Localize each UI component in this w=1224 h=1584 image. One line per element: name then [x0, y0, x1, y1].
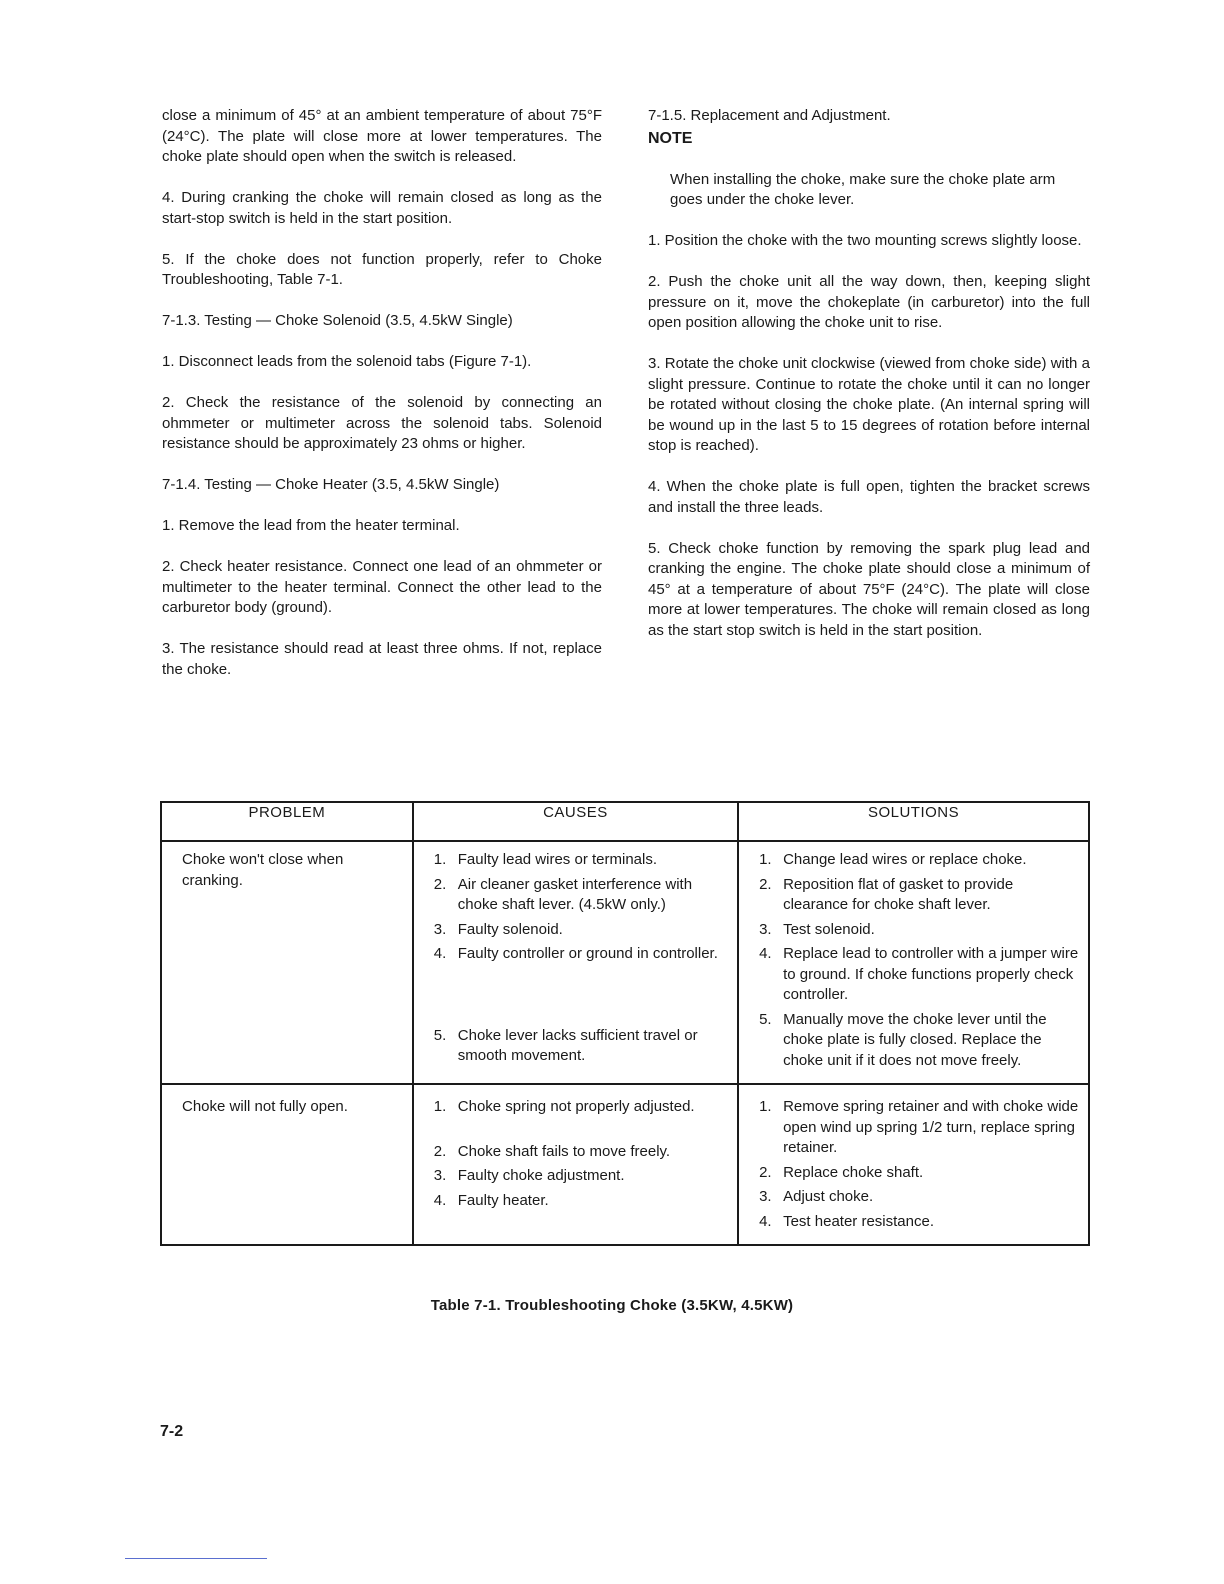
- list-item: [759, 1187, 1080, 1208]
- section-heading-7-1-5: 7-1.5. Replacement and Adjustment.: [648, 107, 891, 124]
- item-text: Remove spring retainer and with choke wide open wind up spring 1/2 turn, replace spring retainer.: [783, 1098, 1079, 1156]
- list-item: [759, 1163, 1080, 1184]
- step: 4. When the choke plate is full open, tighten the bracket screws and install the three leads.: [648, 478, 1090, 516]
- item-text: Test solenoid.: [783, 920, 875, 938]
- solutions-cell: [738, 1084, 1089, 1245]
- item-text: Faulty heater.: [457, 1191, 549, 1209]
- right-column: [648, 106, 1090, 662]
- list-item: [434, 1026, 729, 1067]
- list-item: [759, 1010, 1080, 1072]
- list-item: [434, 920, 729, 941]
- problem-text: Choke won't close when cranking.: [182, 851, 344, 889]
- header-causes: CAUSES: [413, 802, 738, 841]
- header-problem: PROBLEM: [161, 802, 413, 841]
- page-number: 7-2: [160, 1423, 184, 1440]
- paragraph: 1. Remove the lead from the heater terminal.: [162, 517, 460, 534]
- item-number: 4.: [433, 945, 447, 962]
- section-heading-7-1-3: 7-1.3. Testing — Choke Solenoid (3.5, 4.5kW Single): [162, 312, 513, 329]
- item-number: 4.: [759, 1212, 772, 1230]
- list-item: [434, 1166, 729, 1187]
- item-number: 2.: [433, 875, 447, 893]
- item-text: Faulty controller or ground in controller.: [457, 945, 718, 962]
- list-item: [434, 1191, 729, 1212]
- header-solutions: SOLUTIONS: [738, 802, 1089, 841]
- paragraph: 4. During cranking the choke will remain closed as long as the start-stop switch is held in the start position.: [162, 189, 602, 227]
- item-text: Reposition flat of gasket to provide clearance for choke shaft lever.: [783, 875, 1014, 913]
- item-number: 5.: [759, 1010, 772, 1028]
- footer-rule: [125, 1558, 267, 1559]
- paragraph: 2. Check the resistance of the solenoid by connecting an ohmmeter or multimeter across the solenoid tabs. Solenoid resistance should be approximately 23 ohms or higher.: [162, 394, 602, 452]
- item-number: 4.: [433, 1191, 447, 1209]
- item-text: Manually move the choke lever until the choke plate is fully closed. Replace the choke unit if it does not move freely.: [783, 1010, 1047, 1069]
- list-item: [434, 944, 729, 965]
- item-number: 2.: [433, 1142, 447, 1160]
- problem-cell: [161, 1084, 413, 1245]
- item-text: Faulty choke adjustment.: [457, 1167, 625, 1184]
- note-title: NOTE: [648, 129, 693, 147]
- item-number: 1.: [433, 1098, 447, 1115]
- item-text: Choke shaft fails to move freely.: [457, 1142, 671, 1160]
- item-number: 3.: [433, 1167, 447, 1184]
- item-number: 2.: [759, 875, 772, 893]
- paragraph: 1. Disconnect leads from the solenoid tabs (Figure 7-1).: [162, 353, 532, 370]
- item-number: 3.: [759, 1188, 772, 1205]
- problem-cell: [161, 841, 413, 1084]
- item-number: 1.: [433, 851, 447, 868]
- list-item: [759, 850, 1080, 871]
- list-item: [434, 1097, 729, 1118]
- item-text: Faulty lead wires or terminals.: [457, 851, 657, 868]
- step: 5. Check choke function by removing the spark plug lead and cranking the engine. The choke plate should close a minimum of 45° at a temperature of about 75°F (24°C). The plate will close more at lower temperatures. The choke will remain closed as long as the start stop switch is held in the start position.: [648, 539, 1090, 639]
- item-text: Faulty solenoid.: [457, 920, 563, 938]
- problem-text: Choke will not fully open.: [182, 1098, 348, 1115]
- item-number: 2.: [759, 1163, 772, 1181]
- table-caption: Table 7-1. Troubleshooting Choke (3.5KW, 4.5KW): [430, 1297, 794, 1314]
- item-number: 1.: [759, 1098, 772, 1115]
- item-text: Adjust choke.: [783, 1188, 874, 1205]
- item-text: Replace choke shaft.: [783, 1163, 924, 1181]
- paragraph: 3. The resistance should read at least three ohms. If not, replace the choke.: [162, 640, 602, 678]
- left-column: [162, 106, 602, 701]
- item-number: 1.: [759, 851, 772, 868]
- list-item: [759, 920, 1080, 941]
- troubleshooting-table: [160, 801, 1090, 1246]
- item-number: 4.: [759, 945, 772, 962]
- step: 2. Push the choke unit all the way down, then, keeping slight pressure on it, move the chokeplate (in carburetor) into the full open position allowing the choke unit to rise.: [648, 273, 1090, 331]
- list-item: [434, 850, 729, 871]
- list-item: [434, 1142, 729, 1163]
- item-text: Change lead wires or replace choke.: [783, 851, 1027, 868]
- item-text: Test heater resistance.: [783, 1212, 935, 1230]
- item-number: 3.: [433, 920, 447, 938]
- table-row: [161, 841, 1089, 1084]
- list-item: [759, 1097, 1080, 1159]
- list-item: [759, 875, 1080, 916]
- table-header-row: [161, 802, 1089, 841]
- note-text: When installing the choke, make sure the choke plate arm goes under the choke lever.: [670, 170, 1056, 208]
- paragraph: 5. If the choke does not function properly, refer to Choke Troubleshooting, Table 7-1.: [162, 250, 602, 288]
- item-text: Choke lever lacks sufficient travel or smooth movement.: [457, 1026, 698, 1064]
- causes-cell: [413, 841, 738, 1084]
- section-heading-7-1-4: 7-1.4. Testing — Choke Heater (3.5, 4.5kW Single): [162, 476, 500, 493]
- step: 3. Rotate the choke unit clockwise (viewed from choke side) with a slight pressure. Continue to rotate the choke until it can no longer be rotated without closing the choke plate. (An internal spring will be wound up in the last 5 to 15 degrees of rotation before internal stop is reached).: [648, 355, 1090, 454]
- item-number: 5.: [433, 1026, 447, 1044]
- item-text: Air cleaner gasket interference with choke shaft lever. (4.5kW only.): [457, 875, 693, 913]
- table-row: [161, 1084, 1089, 1245]
- list-item: [434, 875, 729, 916]
- step: 1. Position the choke with the two mounting screws slightly loose.: [648, 232, 1082, 249]
- item-text: Choke spring not properly adjusted.: [457, 1098, 695, 1115]
- list-item: [759, 944, 1080, 1006]
- paragraph: 2. Check heater resistance. Connect one lead of an ohmmeter or multimeter to the heater terminal. Connect the other lead to the carburetor body (ground).: [162, 558, 602, 616]
- item-text: Replace lead to controller with a jumper wire to ground. If choke functions properly check controller.: [783, 945, 1079, 1003]
- causes-cell: [413, 1084, 738, 1245]
- item-number: 3.: [759, 920, 772, 938]
- paragraph: close a minimum of 45° at an ambient temperature of about 75°F (24°C). The plate will close more at lower temperatures. The choke plate should open when the switch is released.: [162, 107, 602, 165]
- list-item: [759, 1212, 1080, 1233]
- solutions-cell: [738, 841, 1089, 1084]
